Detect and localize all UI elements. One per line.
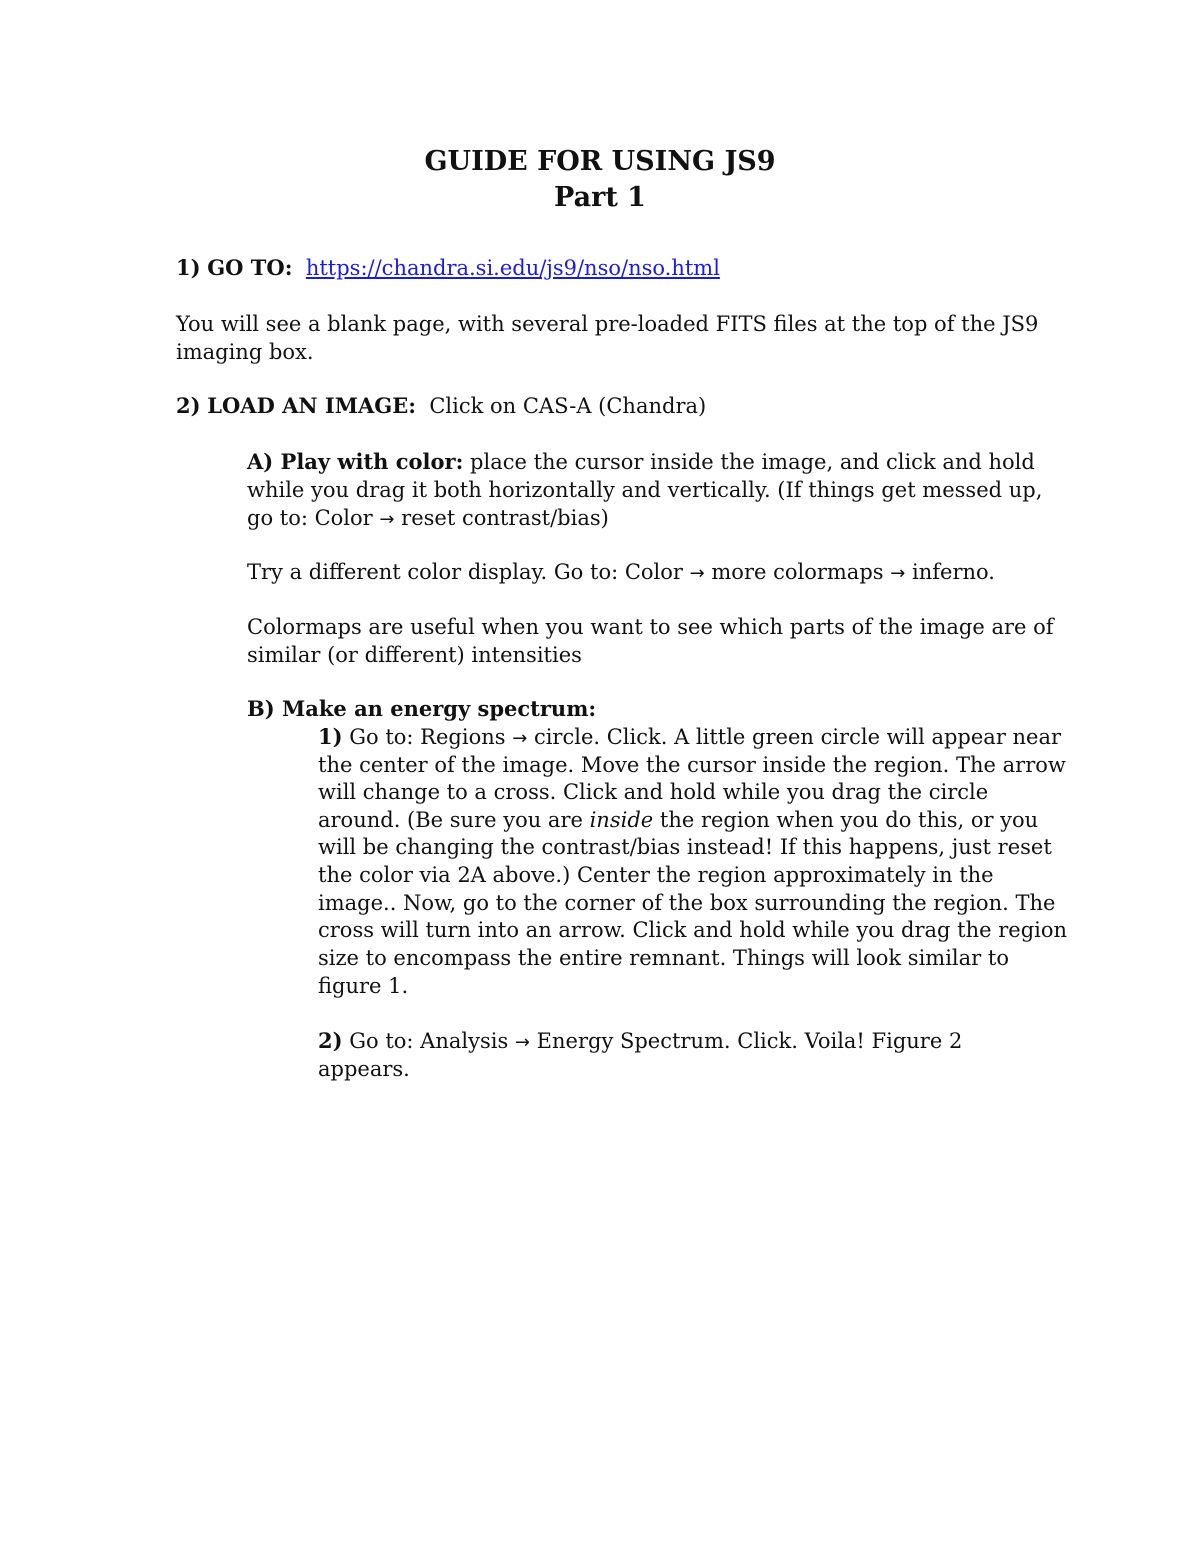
partA-line1-text: place the cursor inside the image, and click and hold bbox=[463, 450, 1035, 474]
arrow-right-icon: → bbox=[890, 563, 906, 584]
partB-step1-line-4 bbox=[318, 806, 1038, 834]
step2-label: LOAD AN IMAGE: bbox=[207, 393, 416, 418]
partA-colormap-line-2: similar (or different) intensities bbox=[247, 643, 582, 667]
partB-heading: B) Make an energy spectrum: bbox=[247, 696, 597, 721]
partB-s1-l4-a: around. (Be sure you are bbox=[318, 808, 590, 832]
arrow-right-icon: → bbox=[379, 509, 395, 530]
step1-label: GO TO: bbox=[207, 255, 293, 280]
partB-step2-number: 2) bbox=[318, 1028, 343, 1053]
intro-line-2: imaging box. bbox=[176, 340, 314, 364]
partB-step1-line-8: cross will turn into an arrow. Click and hold while you drag the region bbox=[318, 918, 1068, 942]
partB-s1-l4-emphasis: inside bbox=[589, 808, 654, 832]
arrow-right-icon: → bbox=[514, 1032, 530, 1053]
arrow-right-icon: → bbox=[512, 728, 528, 749]
partB-step1-line-9: size to encompass the entire remnant. Things will look similar to bbox=[318, 946, 1009, 970]
js9-url-link[interactable]: https://chandra.si.edu/js9/nso/nso.html bbox=[305, 256, 720, 280]
partB-step1-line-6: the color via 2A above.) Center the region approximately in the bbox=[318, 863, 994, 887]
partA-colormap-line-1: Colormaps are useful when you want to see which parts of the image are of bbox=[247, 615, 1054, 639]
partA-line3-b: reset contrast/bias) bbox=[394, 506, 609, 530]
partB-step2-line-1 bbox=[318, 1027, 962, 1057]
partA-line-3 bbox=[247, 504, 609, 534]
partA-line-1 bbox=[247, 448, 1035, 476]
partB-step1-line-2: the center of the image. Move the cursor inside the region. The arrow bbox=[318, 753, 1066, 777]
partB-s2-b: Energy Spectrum. Click. Voila! Figure 2 bbox=[530, 1029, 963, 1053]
partB-step1-line-1 bbox=[318, 723, 1061, 753]
partA-try-a: Try a different color display. Go to: Color bbox=[247, 560, 690, 584]
intro-line-1: You will see a blank page, with several pre-loaded FITS files at the top of the JS9 bbox=[176, 312, 1039, 336]
partB-s2-a: Go to: Analysis bbox=[342, 1029, 515, 1053]
partB-s1-a: Go to: Regions bbox=[342, 725, 513, 749]
partB-step1-line-7: image.. Now, go to the corner of the box surrounding the region. The bbox=[318, 891, 1056, 915]
partB-step1-line-3: will change to a cross. Click and hold while you drag the circle bbox=[318, 780, 989, 804]
partA-line-2: while you drag it both horizontally and vertically. (If things get messed up, bbox=[247, 478, 1043, 502]
step2-text: Click on CAS-A (Chandra) bbox=[429, 394, 707, 418]
partA-try-b: more colormaps bbox=[704, 560, 891, 584]
document-title: GUIDE FOR USING JS9 bbox=[424, 146, 776, 177]
document-subtitle: Part 1 bbox=[554, 182, 646, 213]
step2-line bbox=[176, 392, 706, 420]
partA-line3-a: go to: Color bbox=[247, 506, 380, 530]
partB-s1-l4-b: the region when you do this, or you bbox=[653, 808, 1039, 832]
partB-step2-line-2: appears. bbox=[318, 1057, 410, 1081]
partA-label: A) Play with color: bbox=[247, 449, 464, 474]
step2-number: 2) bbox=[176, 393, 201, 418]
partA-try-c: inferno. bbox=[905, 560, 995, 584]
partA-try-line bbox=[247, 558, 995, 588]
partB-step1-line-5: will be changing the contrast/bias instead! If this happens, just reset bbox=[318, 835, 1052, 859]
partB-step1-number: 1) bbox=[318, 724, 343, 749]
partB-step1-line-10: figure 1. bbox=[318, 974, 409, 998]
arrow-right-icon: → bbox=[689, 563, 705, 584]
partB-s1-b: circle. Click. A little green circle will appear near bbox=[527, 725, 1062, 749]
step1-number: 1) bbox=[176, 255, 201, 280]
step1-line bbox=[176, 254, 720, 282]
